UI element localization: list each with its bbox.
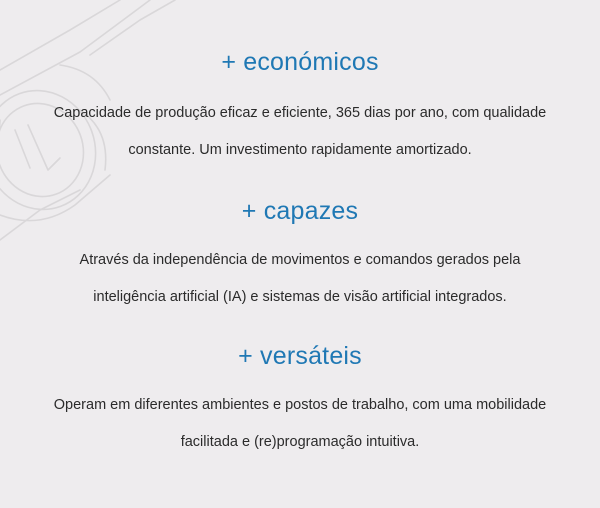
feature-heading: + versáteis bbox=[238, 342, 362, 370]
feature-economicos bbox=[0, 47, 600, 169]
description-line: Através da independência de movimentos e comandos gerados pela bbox=[79, 252, 521, 268]
description-line: constante. Um investimento rapidamente amortizado. bbox=[128, 142, 472, 158]
feature-heading: + económicos bbox=[221, 48, 379, 76]
feature-versateis bbox=[0, 341, 600, 461]
feature-capazes bbox=[0, 196, 600, 316]
description-line: facilitada e (re)programação intuitiva. bbox=[180, 434, 420, 450]
description-line: Capacidade de produção eficaz e eficiente, 365 dias por ano, com qualidade bbox=[53, 105, 547, 121]
description-line: Operam em diferentes ambientes e postos de trabalho, com uma mobilidade bbox=[53, 397, 547, 413]
description-line: inteligência artificial (IA) e sistemas de visão artificial integrados. bbox=[93, 289, 507, 305]
feature-heading: + capazes bbox=[241, 197, 359, 225]
feature-description bbox=[40, 242, 560, 316]
feature-description bbox=[40, 387, 560, 461]
feature-description bbox=[40, 95, 560, 169]
